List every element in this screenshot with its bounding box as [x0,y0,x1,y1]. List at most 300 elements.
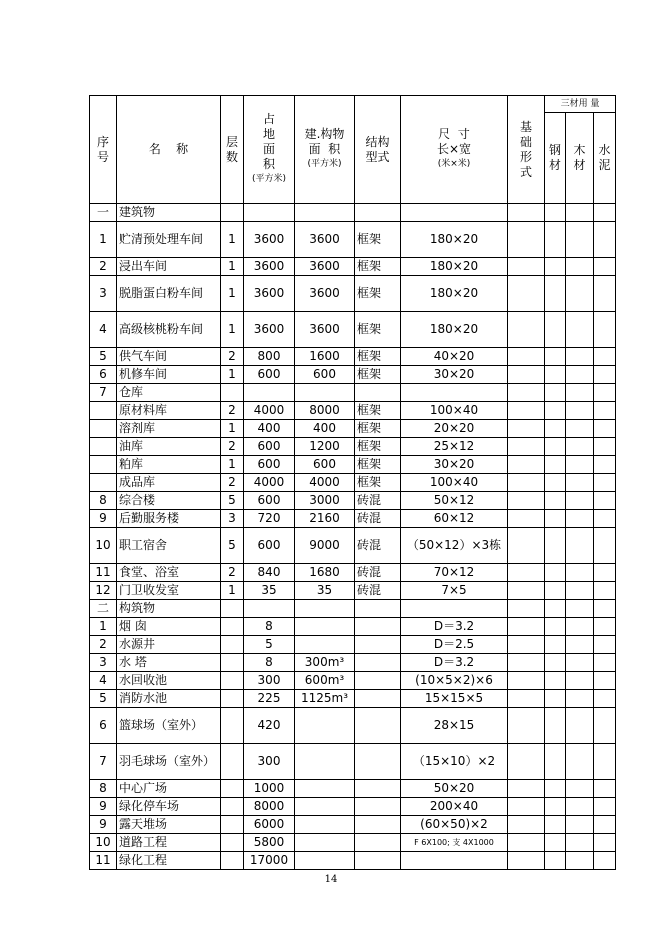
cell-floors: 1 [221,420,244,438]
cell-wood [566,780,594,798]
cell-build-area: 1200 [295,438,355,456]
cell-size: 60×12 [401,510,508,528]
cell-cement [594,222,616,258]
cell-wood [566,708,594,744]
table-row [90,618,616,636]
cell-size: D＝2.5 [401,636,508,654]
cell-build-area: 3000 [295,492,355,510]
cell-cement [594,852,616,870]
cell-wood [566,222,594,258]
cell-name: 溶剂库 [117,420,221,438]
cell-cement [594,564,616,582]
cell-seq: 11 [90,564,117,582]
cell-foundation [508,222,545,258]
cell-foundation [508,438,545,456]
cell-seq: 6 [90,708,117,744]
cell-cement [594,744,616,780]
cell-land-area: 600 [244,438,295,456]
cell-steel [545,654,566,672]
cell-foundation [508,276,545,312]
cell-build-area: 4000 [295,474,355,492]
table-row [90,312,616,348]
cell-seq: 5 [90,348,117,366]
header-size-unit: (米×米) [437,159,471,169]
cell-seq [90,438,117,456]
cell-name: 高级核桃粉车间 [117,312,221,348]
cell-floors: 2 [221,438,244,456]
cell-cement [594,456,616,474]
cell-size: 180×20 [401,312,508,348]
cell-size: 100×40 [401,402,508,420]
cell-size [401,204,508,222]
cell-land-area [244,600,295,618]
cell-wood [566,402,594,420]
cell-cement [594,816,616,834]
cell-foundation [508,744,545,780]
cell-seq: 11 [90,852,117,870]
cell-land-area: 1000 [244,780,295,798]
cell-wood [566,798,594,816]
cell-foundation [508,384,545,402]
cell-steel [545,420,566,438]
cell-build-area: 8000 [295,402,355,420]
cell-land-area: 800 [244,348,295,366]
cell-cement [594,582,616,600]
cell-wood [566,312,594,348]
header-materials-text: 三材用 量 [560,98,600,109]
cell-cement [594,348,616,366]
table-row [90,420,616,438]
cell-wood [566,492,594,510]
cell-cement [594,834,616,852]
header-land-area-text: 占 地 面 积 [262,112,275,171]
cell-name: 贮清预处理车间 [117,222,221,258]
cell-build-area: 3600 [295,276,355,312]
cell-cement [594,402,616,420]
cell-structure [355,636,401,654]
cell-size: F 6X100; 支 4X1000 [401,834,508,852]
cell-land-area: 3600 [244,276,295,312]
header-build-area [295,96,355,204]
cell-seq: 3 [90,654,117,672]
cell-structure [355,618,401,636]
cell-foundation [508,402,545,420]
cell-wood [566,816,594,834]
section-row [90,600,616,618]
table-row [90,438,616,456]
cell-floors: 2 [221,564,244,582]
cell-name: 门卫收发室 [117,582,221,600]
cell-foundation [508,672,545,690]
header-cement [594,113,616,204]
cell-land-area: 4000 [244,402,295,420]
cell-steel [545,222,566,258]
cell-steel [545,276,566,312]
cell-land-area: 8 [244,618,295,636]
cell-cement [594,528,616,564]
cell-name: 绿化工程 [117,852,221,870]
cell-cement [594,780,616,798]
cell-land-area: 720 [244,510,295,528]
cell-size [401,384,508,402]
cell-structure: 框架 [355,276,401,312]
cell-land-area: 600 [244,366,295,384]
cell-wood [566,366,594,384]
cell-name: 食堂、浴室 [117,564,221,582]
cell-land-area [244,384,295,402]
cell-cement [594,600,616,618]
cell-seq [90,420,117,438]
cell-foundation [508,708,545,744]
cell-steel [545,672,566,690]
cell-name: 原材料库 [117,402,221,420]
cell-size: 50×20 [401,780,508,798]
cell-land-area: 6000 [244,816,295,834]
cell-cement [594,636,616,654]
cell-build-area [295,618,355,636]
cell-name: 烟 囱 [117,618,221,636]
cell-floors [221,384,244,402]
header-foundation-text: 基 础 形 式 [519,119,532,179]
header-seq [90,96,117,204]
cell-build-area: 400 [295,420,355,438]
cell-steel [545,204,566,222]
cell-name: 仓库 [117,384,221,402]
cell-name: 浸出车间 [117,258,221,276]
cell-steel [545,600,566,618]
cell-land-area: 600 [244,492,295,510]
cell-size: 15×15×5 [401,690,508,708]
cell-land-area: 300 [244,672,295,690]
cell-floors: 1 [221,582,244,600]
header-foundation [508,96,545,204]
table-row [90,276,616,312]
cell-build-area: 600 [295,366,355,384]
cell-seq: 9 [90,510,117,528]
table-row [90,510,616,528]
cell-steel [545,780,566,798]
cell-wood [566,618,594,636]
cell-build-area [295,852,355,870]
cell-build-area [295,798,355,816]
cell-land-area [244,204,295,222]
table-row [90,456,616,474]
table-row [90,816,616,834]
cell-steel [545,348,566,366]
cell-seq: 2 [90,636,117,654]
cell-steel [545,636,566,654]
cell-steel [545,834,566,852]
cell-structure [355,834,401,852]
cell-seq [90,402,117,420]
cell-cement [594,384,616,402]
cell-build-area: 600 [295,456,355,474]
header-steel-text: 钢 材 [548,143,561,172]
header-structure [355,96,401,204]
cell-build-area: 1600 [295,348,355,366]
table-row [90,636,616,654]
cell-steel [545,816,566,834]
cell-foundation [508,564,545,582]
cell-structure: 框架 [355,366,401,384]
cell-foundation [508,420,545,438]
table-row [90,708,616,744]
cell-seq: 二 [90,600,117,618]
cell-floors: 1 [221,456,244,474]
cell-floors: 1 [221,366,244,384]
cell-wood [566,654,594,672]
table-row [90,474,616,492]
header-name [117,96,221,204]
cell-seq: 10 [90,528,117,564]
cell-land-area: 35 [244,582,295,600]
cell-structure: 框架 [355,312,401,348]
cell-size: 20×20 [401,420,508,438]
cell-foundation [508,582,545,600]
cell-land-area: 5 [244,636,295,654]
cell-foundation [508,798,545,816]
cell-foundation [508,492,545,510]
cell-size: (60×50)×2 [401,816,508,834]
cell-structure [355,816,401,834]
cell-structure: 框架 [355,438,401,456]
cell-name: 水 塔 [117,654,221,672]
cell-wood [566,852,594,870]
cell-wood [566,672,594,690]
cell-size: 180×20 [401,222,508,258]
cell-floors: 2 [221,474,244,492]
cell-steel [545,258,566,276]
cell-size [401,852,508,870]
cell-foundation [508,834,545,852]
cell-build-area: 9000 [295,528,355,564]
cell-floors: 2 [221,348,244,366]
cell-structure [355,690,401,708]
cell-steel [545,852,566,870]
cell-seq: 7 [90,384,117,402]
cell-foundation [508,204,545,222]
cell-structure: 砖混 [355,528,401,564]
cell-steel [545,438,566,456]
cell-cement [594,258,616,276]
cell-steel [545,312,566,348]
table-row [90,672,616,690]
cell-wood [566,258,594,276]
cell-steel [545,510,566,528]
cell-foundation [508,600,545,618]
cell-floors [221,834,244,852]
cell-wood [566,834,594,852]
cell-seq: 3 [90,276,117,312]
cell-size: （15×10）×2 [401,744,508,780]
cell-land-area: 3600 [244,222,295,258]
cell-steel [545,744,566,780]
cell-seq: 9 [90,798,117,816]
cell-build-area: 2160 [295,510,355,528]
cell-foundation [508,510,545,528]
cell-land-area: 3600 [244,312,295,348]
cell-seq: 1 [90,222,117,258]
cell-foundation [508,528,545,564]
header-floors [221,96,244,204]
cell-structure: 框架 [355,456,401,474]
cell-name: 露天堆场 [117,816,221,834]
cell-structure: 框架 [355,474,401,492]
cell-size: 25×12 [401,438,508,456]
cell-land-area: 840 [244,564,295,582]
cell-build-area: 1125m³ [295,690,355,708]
cell-name: 职工宿舍 [117,528,221,564]
cell-wood [566,600,594,618]
cell-size: 30×20 [401,366,508,384]
table-row [90,384,616,402]
header-wood-text: 木 材 [573,143,586,172]
cell-size: 50×12 [401,492,508,510]
cell-size: 100×40 [401,474,508,492]
cell-steel [545,384,566,402]
cell-seq: 9 [90,816,117,834]
header-size-line1: 尺 寸 [438,127,470,141]
cell-name: 成品库 [117,474,221,492]
cell-name: 水回收池 [117,672,221,690]
cell-structure [355,708,401,744]
cell-wood [566,744,594,780]
cell-seq: 1 [90,618,117,636]
cell-foundation [508,636,545,654]
cell-floors: 5 [221,528,244,564]
table-row [90,348,616,366]
cell-land-area: 4000 [244,474,295,492]
cell-size: (10×5×2)×6 [401,672,508,690]
cell-size: 180×20 [401,276,508,312]
header-row-1 [90,96,616,113]
cell-size: D＝3.2 [401,654,508,672]
cell-steel [545,456,566,474]
cell-seq: 12 [90,582,117,600]
cell-cement [594,312,616,348]
cell-name: 篮球场（室外） [117,708,221,744]
page-number: 14 [324,874,338,885]
cell-structure [355,204,401,222]
cell-size: 40×20 [401,348,508,366]
header-land-area [244,96,295,204]
cell-seq [90,456,117,474]
cell-land-area: 400 [244,420,295,438]
cell-floors: 1 [221,222,244,258]
cell-seq: 10 [90,834,117,852]
cell-seq: 8 [90,780,117,798]
cell-steel [545,492,566,510]
cell-structure [355,798,401,816]
cell-cement [594,618,616,636]
cell-steel [545,582,566,600]
cell-structure [355,780,401,798]
cell-size: 7×5 [401,582,508,600]
cell-foundation [508,456,545,474]
cell-seq: 5 [90,690,117,708]
cell-foundation [508,780,545,798]
cell-land-area: 600 [244,456,295,474]
cell-size: （50×12）×3栋 [401,528,508,564]
cell-floors [221,636,244,654]
cell-structure: 砖混 [355,492,401,510]
cell-wood [566,636,594,654]
cell-name: 机修车间 [117,366,221,384]
cell-wood [566,204,594,222]
cell-size: 70×12 [401,564,508,582]
header-name-text: 名 称 [148,142,189,156]
cell-build-area [295,384,355,402]
cell-size: 28×15 [401,708,508,744]
cell-cement [594,690,616,708]
table-row [90,528,616,564]
cell-wood [566,582,594,600]
cell-name: 建筑物 [117,204,221,222]
cell-wood [566,438,594,456]
cell-name: 水源井 [117,636,221,654]
cell-floors: 1 [221,258,244,276]
cell-floors [221,780,244,798]
cell-structure: 框架 [355,348,401,366]
cell-build-area [295,816,355,834]
header-build-area-line1: 建.构物 [304,127,345,141]
cell-floors [221,672,244,690]
cell-name: 消防水池 [117,690,221,708]
cell-foundation [508,618,545,636]
cell-name: 粕库 [117,456,221,474]
cell-structure: 砖混 [355,564,401,582]
header-size-line2: 长×宽 [436,142,472,156]
cell-seq [90,474,117,492]
cell-cement [594,672,616,690]
cell-steel [545,528,566,564]
header-steel [545,113,566,204]
table-row [90,564,616,582]
header-land-area-unit: (平方米) [251,174,287,184]
cell-wood [566,510,594,528]
cell-steel [545,402,566,420]
cell-structure [355,600,401,618]
table-row [90,222,616,258]
cell-floors [221,798,244,816]
cell-land-area: 5800 [244,834,295,852]
cell-land-area: 8000 [244,798,295,816]
cell-seq: 4 [90,672,117,690]
header-floors-text: 层 数 [225,134,238,164]
cell-foundation [508,474,545,492]
cell-steel [545,474,566,492]
cell-floors [221,600,244,618]
cell-build-area [295,744,355,780]
cell-floors [221,654,244,672]
cell-floors [221,816,244,834]
cell-cement [594,708,616,744]
cell-name: 后勤服务楼 [117,510,221,528]
cell-name: 绿化停车场 [117,798,221,816]
cell-floors [221,690,244,708]
cell-structure [355,852,401,870]
cell-steel [545,708,566,744]
cell-floors [221,744,244,780]
cell-foundation [508,312,545,348]
cell-build-area: 600m³ [295,672,355,690]
cell-name: 构筑物 [117,600,221,618]
table-row [90,798,616,816]
table-row [90,654,616,672]
cell-foundation [508,816,545,834]
table-row [90,834,616,852]
cell-name: 羽毛球场（室外） [117,744,221,780]
